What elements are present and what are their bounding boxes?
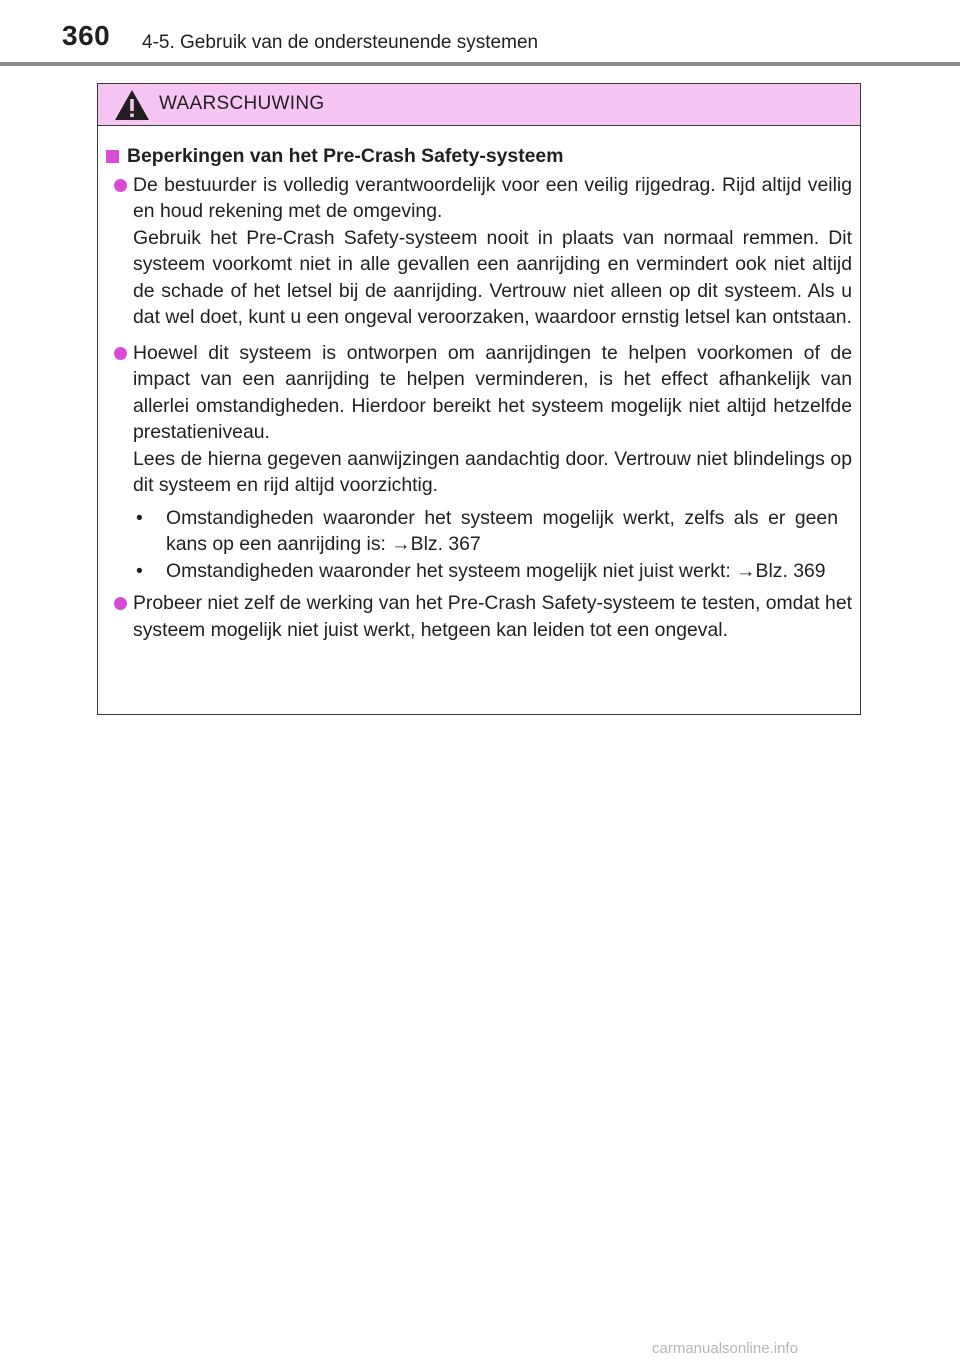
sub-list-item-text: Omstandigheden waaronder het systeem mogelijk werkt, zelfs als er geen kans op een aanrijding is: →Blz. 367 (166, 506, 838, 555)
list-item (114, 172, 852, 331)
dot-bullet-icon (114, 597, 127, 610)
square-bullet-icon (106, 150, 119, 163)
sub-list-item (126, 558, 852, 585)
warning-body (98, 126, 860, 643)
section-title: 4-5. Gebruik van de ondersteunende systemen (142, 32, 539, 53)
subheading (106, 143, 852, 170)
warning-box (97, 83, 861, 715)
warning-title: WAARSCHUWING (159, 93, 325, 114)
sub-list-item-text: Omstandigheden waaronder het systeem mogelijk niet juist werkt: →Blz. 369 (166, 559, 826, 582)
subheading-text: Beperkingen van het Pre-Crash Safety-systeem (127, 145, 564, 167)
page-number: 360 (62, 20, 111, 51)
sub-list-item (126, 505, 852, 558)
list-item-text (133, 172, 852, 331)
warning-triangle-icon (114, 89, 150, 121)
paragraph: Gebruik het Pre-Crash Safety-systeem nooit in plaats van normaal remmen. Dit systeem voorkomt niet in alle gevallen een aanrijding en vermindert ook niet altijd de schade of het letsel bij de aanrijding. Vertrouw niet alleen op dit systeem. Als u dat wel doet, kunt u een ongeval veroorzaken, waardoor ernstig letsel kan ontstaan. (133, 226, 852, 328)
header-rule (0, 62, 960, 66)
paragraph: Lees de hierna gegeven aanwijzingen aandachtig door. Vertrouw niet blindelings op dit systeem en rijd altijd voorzichtig. (133, 447, 852, 496)
warning-header (98, 84, 860, 126)
dot-bullet-icon (114, 179, 127, 192)
watermark: carmanualsonline.info (652, 1340, 798, 1357)
page-header (0, 0, 960, 70)
list-item (114, 340, 852, 499)
paragraph: Probeer niet zelf de werking van het Pre-Crash Safety-systeem te testen, omdat het systeem mogelijk niet juist werkt, hetgeen kan leiden tot een ongeval. (133, 592, 852, 641)
list-item-text (133, 590, 852, 643)
bullet-marker: • (136, 559, 143, 582)
dot-bullet-icon (114, 347, 127, 360)
bullet-marker: • (136, 506, 143, 529)
list-item (114, 590, 852, 643)
sub-list (106, 505, 852, 585)
paragraph: Hoewel dit systeem is ontworpen om aanrijdingen te helpen voorkomen of de impact van een aanrijding te helpen verminderen, is het effect afhankelijk van allerlei omstandigheden. Hierdoor bereikt het systeem mogelijk niet altijd hetzelfde prestatieniveau. (133, 341, 852, 443)
paragraph: De bestuurder is volledig verantwoordelijk voor een veilig rijgedrag. Rijd altijd veilig en houd rekening met de omgeving. (133, 173, 852, 222)
list-item-text (133, 340, 852, 499)
